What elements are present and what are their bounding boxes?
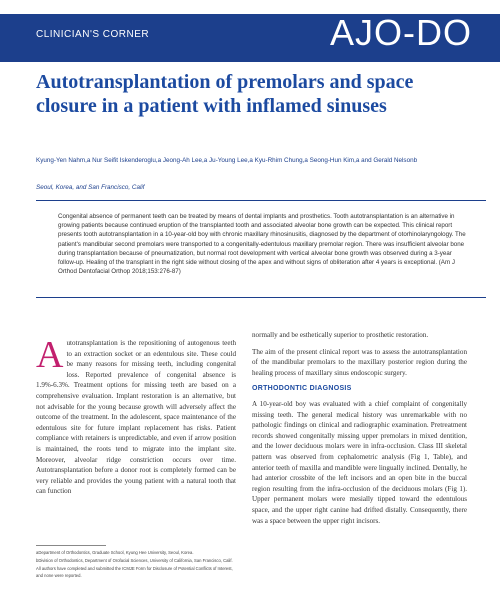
footnote-item: bDivision of Orthodontics, Department of Orofacial Sciences, University of California, San Francisco, Calif. bbox=[36, 558, 233, 564]
journal-logo: AJO-DO bbox=[329, 12, 472, 53]
body-right-paragraph-2: The aim of the present clinical report was to assess the autotransplantation of the mandibular premolars to the maxillary posterior region during the healing process of maxillary sinus endoscopic surgery. bbox=[252, 347, 467, 377]
section-label: CLINICIAN'S CORNER bbox=[36, 29, 150, 40]
article-title: Autotransplantation of premolars and space closure in a patient with inflamed sinuses bbox=[36, 71, 414, 117]
footnote-divider bbox=[36, 545, 106, 546]
author-affiliation-place: Seoul, Korea, and San Francisco, Calif bbox=[36, 184, 145, 191]
body-left-text: utotransplantation is the repositioning of autogenous teeth to an extraction socket or an edentulous site. These could be many reasons for missing teeth, including congenital loss. Reported prevalence of congenital absence is 1.9%-6.3%. Treatment options for missing teeth are based on a comprehensive evaluation. Implant restoration is an alternative, but not advisable for the young because growth will adversely affect the outcome of the treatment. In the adolescent, space maintenance of the edentulous site for future implant replacement has risks. Patient compliance with retainers is unpredictable, and even if arrow position is maintained, the roots tend to migrate into the implant site. Moreover, alveolar ridge constriction occurs over time. Autotransplantation before a donor root is completely formed can be very reliable and provides the young patient with a natural tooth that can function bbox=[36, 339, 236, 496]
body-column-right bbox=[252, 330, 467, 532]
abstract-text: Congenital absence of permanent teeth can be treated by means of dental implants and prosthetics. Tooth autotransplantation is an alternative in growing patients because continued eruption of the transplanted tooth and associated alveolar bone growth can be expected. This clinical report presents tooth autotransplantation in a 10-year-old boy with chronic maxillary rhinosinusitis, diagnosed by the department of otorhinolaryngology. The patient's mandibular second premolars were transported to a congenitally-edentulous maxillary premolar region. There was insufficient alveolar bone during transplantation because of pneumatization, but normal root development with vertical alveolar bone growth was observed during a 3-year follow-up. Healing of the transplant in the right side without closing of the apex and without signs of obliteration after 4 years is exceptional. (Am J Orthod Dentofacial Orthop 2018;153:276-87) bbox=[58, 213, 466, 276]
footnote-item: All authors have completed and submitted the ICMJE Form for Disclosure of Potential Conflicts of Interest, and none were reported. bbox=[36, 566, 233, 578]
author-list: Kyung-Yen Nahm,a Nur Seifit Iskenderoglu,a Jeong-Ah Lee,a Ju-Young Lee,a Kyu-Rhim Chung,a Seong-Hun Kim,a and Gerald Nelsonb bbox=[36, 157, 418, 164]
body-right-paragraph-1: normally and be esthetically superior to prosthetic restoration. bbox=[252, 331, 429, 339]
section-heading-orthodontic-diagnosis: ORTHODONTIC DIAGNOSIS bbox=[252, 385, 352, 393]
drop-cap: A bbox=[36, 334, 64, 376]
footnote-item: aDepartment of Orthodontics, Graduate School, Kyung Hee University, Seoul, Korea. bbox=[36, 550, 194, 555]
footnotes bbox=[36, 550, 236, 581]
body-right-paragraph-3: A 10-year-old boy was evaluated with a chief complaint of congenitally missing teeth. The general medical history was unremarkable with no pathologic findings on clinical and radiographic examination. Pretreatment records showed congenitally missing upper premolars in mixed dentition, and the lower deciduous molars were in infra-occlusion. Class III skeletal pattern was observed from cephalometric analysis (Fig 1, Table), and anterior teeth of maxilla and mandible were lingually inclined. Dentally, he had anterior crossbite of the left incisors and an open bite in the buccal region resulting from the infra-occlusion of the deciduous molars (Fig 1). Upper permanent molars were mesially tipped toward the edentulous space, and the upper right canine had drifted distally. Consequently, there was a space between the upper right incisors. bbox=[252, 399, 467, 525]
body-column-left bbox=[36, 334, 236, 497]
